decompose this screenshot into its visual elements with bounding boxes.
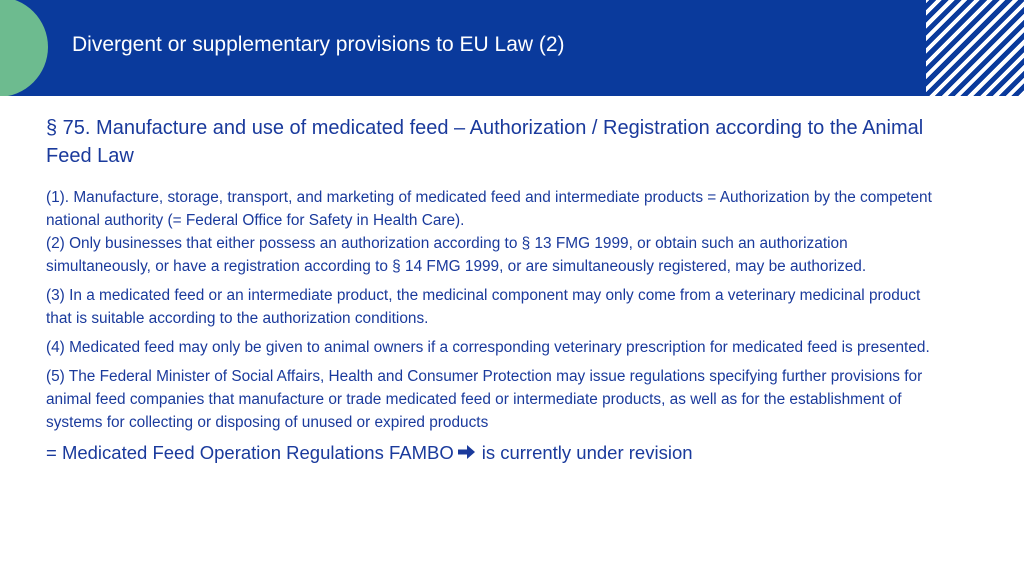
paragraph-1: (1). Manufacture, storage, transport, and marketing of medicated feed and intermediate products = Authorization by the competent national authority (= Federal Office for Safety in Health Care). xyxy=(46,189,932,229)
header-bar xyxy=(0,0,1024,96)
paragraph-4: (4) Medicated feed may only be given to animal owners if a corresponding veterinary prescription for medicated feed is presented. xyxy=(46,339,930,356)
paragraph-2: (2) Only businesses that either possess an authorization according to § 13 FMG 1999, or obtain such an authorization simultaneously, or have a registration according to § 14 FMG 1999, or are simultaneously registered, may be authorized. xyxy=(46,235,867,275)
arrow-right-icon xyxy=(458,441,476,467)
decorative-circle xyxy=(0,0,48,96)
final-statement-lead: = Medicated Feed Operation Regulations FAMBO xyxy=(46,442,454,463)
paragraph-3: (3) In a medicated feed or an intermediate product, the medicinal component may only come from a veterinary medicinal product that is suitable according to the authorization conditions. xyxy=(46,287,921,327)
section-heading: § 75. Manufacture and use of medicated feed – Authorization / Registration according to the Animal Feed Law xyxy=(46,117,924,167)
decorative-stripes xyxy=(926,0,1024,96)
slide-body xyxy=(46,114,946,467)
paragraph-5: (5) The Federal Minister of Social Affairs, Health and Consumer Protection may issue regulations specifying further provisions for animal feed companies that manufacture or trade medicated feed or intermediate products, as well as for the establishment of systems for collecting or disposing of unused or expired products xyxy=(46,368,923,431)
slide-title: Divergent or supplementary provisions to EU Law (2) xyxy=(72,33,565,56)
final-statement xyxy=(46,440,946,467)
final-statement-tail: is currently under revision xyxy=(481,442,693,463)
